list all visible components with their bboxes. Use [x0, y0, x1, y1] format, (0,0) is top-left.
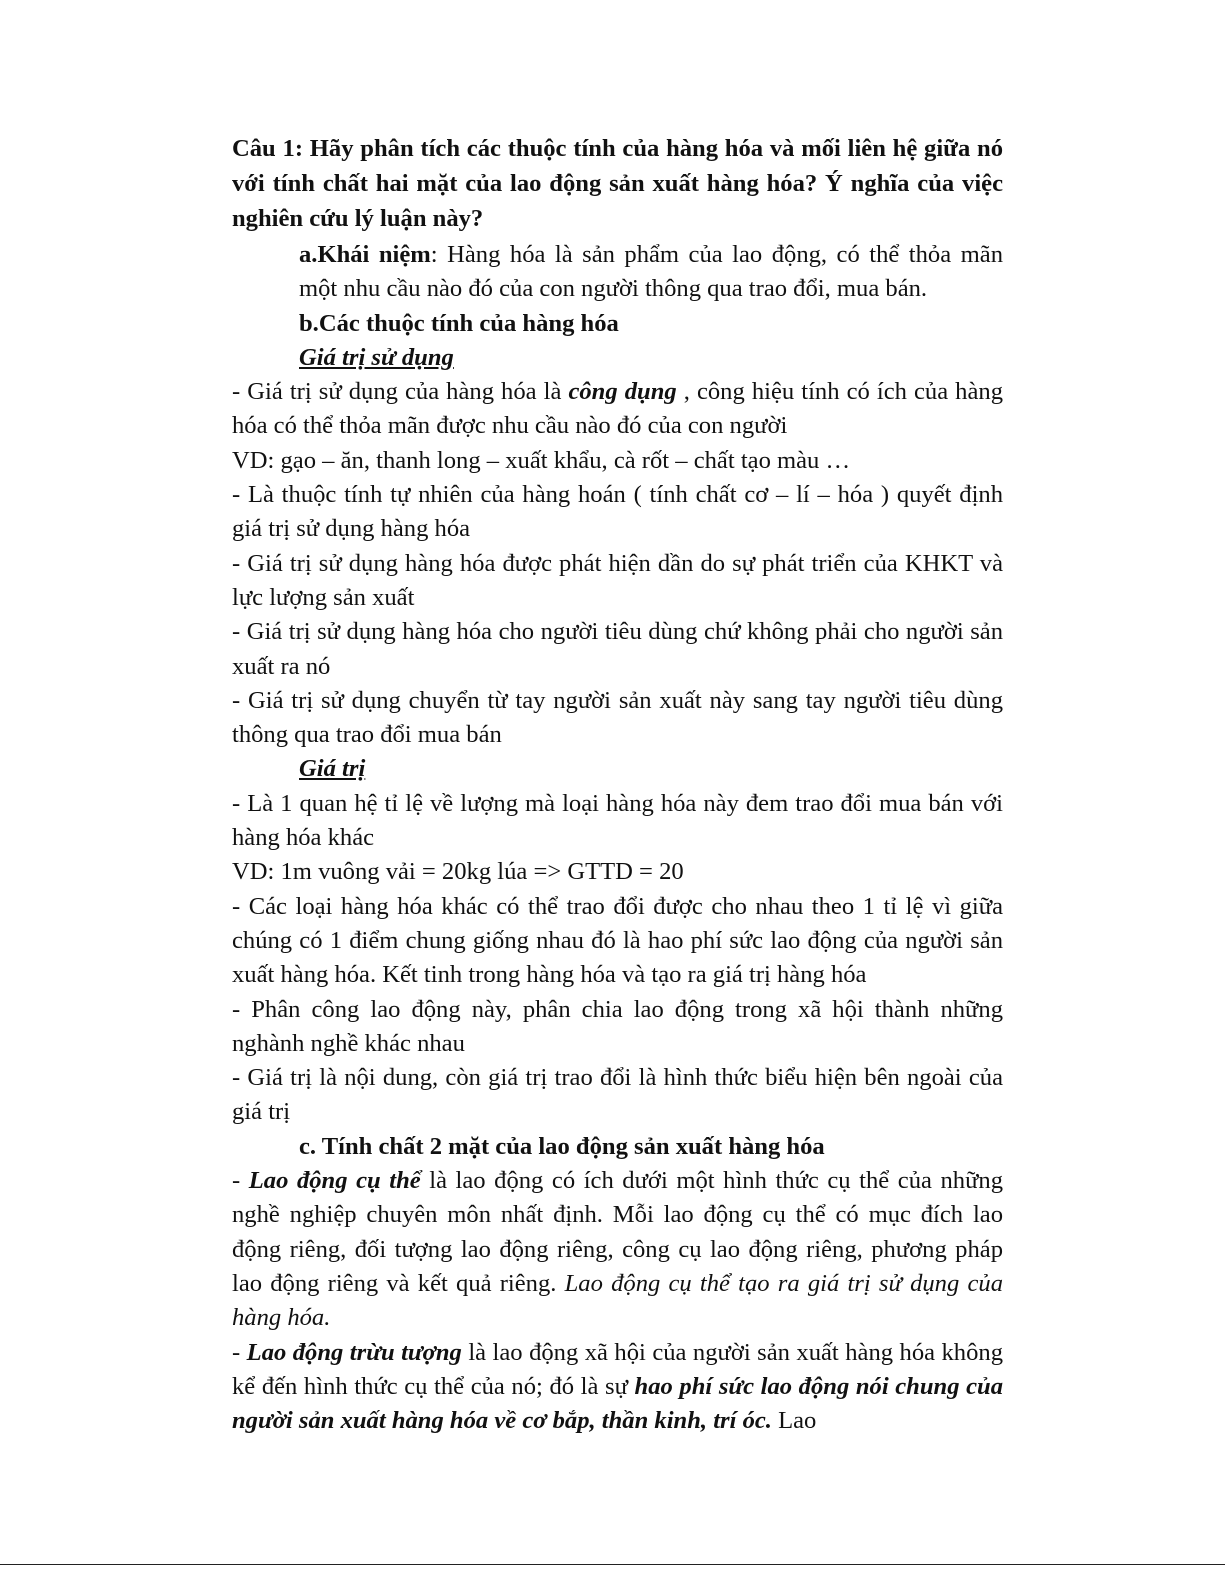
definition-paragraph [232, 238, 1003, 307]
use-value-paragraph-4: - Giá trị sử dụng hàng hóa cho người tiêu dùng chứ không phải cho người sản xuất ra nó [232, 618, 1003, 680]
use-value-paragraph-3: - Giá trị sử dụng hàng hóa được phát hiện dần do sự phát triển của KHKT và lực lượng sản xuất [232, 549, 1003, 611]
value-heading: Giá trị [299, 755, 366, 783]
abstract-labor-emphasis: hao phí sức lao động nói chung của người sản xuất hàng hóa về cơ bắp, thần kinh, trí óc. [232, 1372, 1004, 1435]
definition-text: : Hàng hóa là sản phẩm của lao động, có thể thỏa mãn một nhu cầu nào đó của con người thông qua trao đổi, mua bán. [299, 241, 1003, 303]
page-bottom-rule [0, 1564, 1225, 1565]
concrete-labor-text: là lao động có ích dưới một hình thức cụ thể của những nghề nghiệp chuyên môn nhất định. Mỗi lao động cụ thể có mục đích lao động riêng, đối tượng lao động riêng, công cụ lao động riêng, phương pháp lao động riêng và kết quả riêng. [232, 1167, 1003, 1297]
question-title: Câu 1: Hãy phân tích các thuộc tính của hàng hóa và mối liên hệ giữa nó với tính chất hai mặt của lao động sản xuất hàng hóa? Ý nghĩa của việc nghiên cứu lý luận này? [232, 135, 1003, 232]
concrete-dash: - [232, 1167, 249, 1195]
abstract-labor-term: Lao động trừu tượng [246, 1338, 462, 1366]
concrete-labor-term: Lao động cụ thể [248, 1167, 421, 1195]
section-c-title: c. Tính chất 2 mặt của lao động sản xuất hàng hóa [299, 1132, 825, 1160]
use-value-p1-rest: , công hiệu tính có ích của hàng hóa có thể thỏa mãn được nhu cầu nào đó của con người [232, 378, 1003, 440]
use-value-p1-emphasis: công dụng [568, 378, 677, 406]
value-paragraph-4: - Giá trị là nội dung, còn giá trị trao đổi là hình thức biểu hiện bên ngoài của giá trị [232, 1064, 1003, 1126]
definition-label: a.Khái niệm [299, 241, 431, 268]
use-value-paragraph-1 [232, 375, 1003, 444]
use-value-heading-line [232, 341, 1003, 375]
document-page [232, 131, 1003, 1438]
use-value-paragraph-2: - Là thuộc tính tự nhiên của hàng hoán ( tính chất cơ – lí – hóa ) quyết định giá trị sử dụng hàng hóa [232, 481, 1003, 543]
use-value-heading: Giá trị sử dụng [299, 343, 454, 371]
use-value-example: VD: gạo – ăn, thanh long – xuất khẩu, cà rốt – chất tạo màu … [232, 446, 851, 474]
concrete-labor-paragraph [232, 1164, 1003, 1335]
value-example: VD: 1m vuông vải = 20kg lúa => GTTD = 20 [232, 858, 684, 886]
abstract-labor-paragraph [232, 1336, 1003, 1439]
value-paragraph-2: - Các loại hàng hóa khác có thể trao đổi được cho nhau theo 1 tỉ lệ vì giữa chúng có 1 điểm chung giống nhau đó là hao phí sức lao động của người sản xuất hàng hóa. Kết tinh trong hàng hóa và tạo ra giá trị hàng hóa [232, 892, 1003, 989]
value-paragraph-3: - Phân công lao động này, phân chia lao động trong xã hội thành những nghành nghề khác nhau [232, 995, 1003, 1057]
value-heading-line [232, 752, 1003, 786]
abstract-labor-text: là lao động xã hội của người sản xuất hàng hóa không kể đến hình thức cụ thể của nó; đó là sự [232, 1338, 1003, 1400]
use-value-paragraph-5: - Giá trị sử dụng chuyển từ tay người sản xuất này sang tay người tiêu dùng thông qua trao đổi mua bán [232, 686, 1003, 749]
concrete-labor-italic: Lao động cụ thể tạo ra giá trị sử dụng của hàng hóa. [232, 1269, 1003, 1332]
abstract-dash: - [232, 1338, 247, 1366]
abstract-labor-tail: Lao [771, 1407, 817, 1435]
section-b-title: b.Các thuộc tính của hàng hóa [299, 309, 619, 337]
value-paragraph-1: - Là 1 quan hệ tỉ lệ về lượng mà loại hàng hóa này đem trao đổi mua bán với hàng hóa khác [232, 789, 1003, 852]
use-value-p1-text: - Giá trị sử dụng của hàng hóa là [232, 378, 569, 406]
